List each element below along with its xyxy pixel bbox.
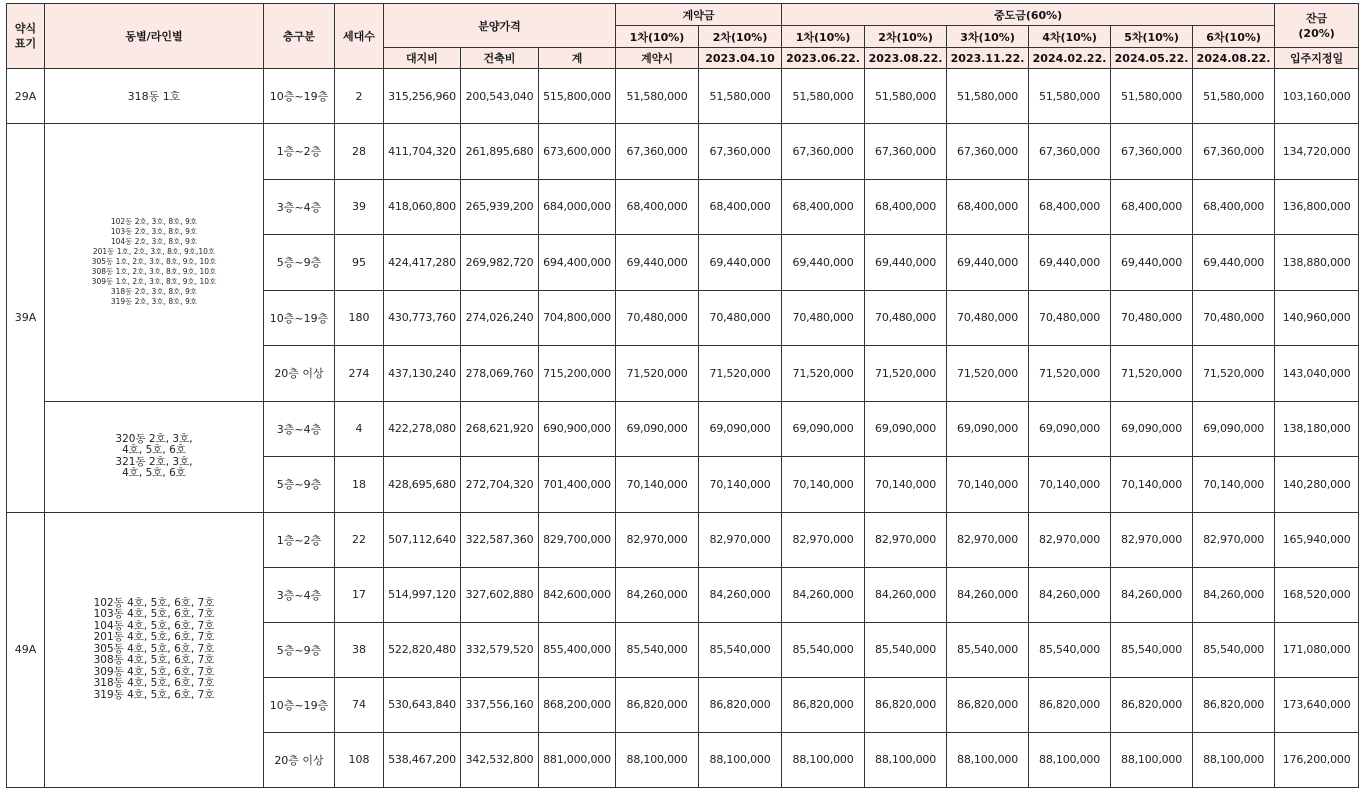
contract-1-amount: 51,580,000 <box>616 69 699 124</box>
balance-amount: 173,640,000 <box>1275 677 1359 732</box>
middle-2-amount: 68,400,000 <box>865 179 947 235</box>
middle-6-amount: 71,520,000 <box>1193 346 1275 402</box>
middle-4-amount: 69,090,000 <box>1029 401 1111 457</box>
header-middle-6: 6차(10%) <box>1193 26 1275 48</box>
middle-2-amount: 70,140,000 <box>865 457 947 513</box>
type-code: 29A <box>7 69 45 124</box>
building-price: 261,895,680 <box>461 124 539 180</box>
header-dong: 동별/라인별 <box>45 4 264 69</box>
contract-1-amount: 88,100,000 <box>616 732 699 787</box>
contract-1-amount: 67,360,000 <box>616 124 699 180</box>
land-price: 424,417,280 <box>384 235 461 291</box>
middle-4-amount: 84,260,000 <box>1029 567 1111 622</box>
header-contract-2: 2차(10%) <box>699 26 782 48</box>
middle-2-amount: 85,540,000 <box>865 622 947 677</box>
middle-5-amount: 85,540,000 <box>1111 622 1193 677</box>
total-price: 881,000,000 <box>539 732 616 787</box>
contract-1-amount: 85,540,000 <box>616 622 699 677</box>
floor-range: 3층~4층 <box>264 401 335 457</box>
balance-amount: 140,280,000 <box>1275 457 1359 513</box>
floor-range: 3층~4층 <box>264 567 335 622</box>
payment-schedule <box>6 3 1359 788</box>
contract-2-amount: 71,520,000 <box>699 346 782 402</box>
header-middle-1: 1차(10%) <box>782 26 865 48</box>
land-price: 430,773,760 <box>384 290 461 346</box>
middle-6-amount: 69,090,000 <box>1193 401 1275 457</box>
unit-count: 38 <box>335 622 384 677</box>
land-price: 522,820,480 <box>384 622 461 677</box>
header-type: 약식 표기 <box>7 4 45 69</box>
header-balance: 잔금 (20%) <box>1275 4 1359 48</box>
header-middle-2-date: 2023.08.22. <box>865 48 947 69</box>
middle-2-amount: 86,820,000 <box>865 677 947 732</box>
middle-2-amount: 82,970,000 <box>865 512 947 567</box>
building-price: 268,621,920 <box>461 401 539 457</box>
building-price: 200,543,040 <box>461 69 539 124</box>
contract-1-amount: 68,400,000 <box>616 179 699 235</box>
middle-1-amount: 70,480,000 <box>782 290 865 346</box>
balance-amount: 138,180,000 <box>1275 401 1359 457</box>
floor-range: 5층~9층 <box>264 457 335 513</box>
contract-2-amount: 84,260,000 <box>699 567 782 622</box>
total-price: 515,800,000 <box>539 69 616 124</box>
total-price: 690,900,000 <box>539 401 616 457</box>
header-total: 계 <box>539 48 616 69</box>
middle-3-amount: 67,360,000 <box>947 124 1029 180</box>
middle-6-amount: 88,100,000 <box>1193 732 1275 787</box>
middle-1-amount: 67,360,000 <box>782 124 865 180</box>
middle-4-amount: 86,820,000 <box>1029 677 1111 732</box>
middle-5-amount: 68,400,000 <box>1111 179 1193 235</box>
header-contract: 계약금 <box>616 4 782 26</box>
middle-5-amount: 70,140,000 <box>1111 457 1193 513</box>
header-middle-6-date: 2024.08.22. <box>1193 48 1275 69</box>
contract-1-amount: 71,520,000 <box>616 346 699 402</box>
contract-1-amount: 69,440,000 <box>616 235 699 291</box>
contract-2-amount: 88,100,000 <box>699 732 782 787</box>
middle-6-amount: 70,480,000 <box>1193 290 1275 346</box>
contract-1-amount: 70,140,000 <box>616 457 699 513</box>
contract-1-amount: 86,820,000 <box>616 677 699 732</box>
middle-5-amount: 71,520,000 <box>1111 346 1193 402</box>
floor-range: 20층 이상 <box>264 346 335 402</box>
total-price: 704,800,000 <box>539 290 616 346</box>
contract-2-amount: 67,360,000 <box>699 124 782 180</box>
middle-6-amount: 82,970,000 <box>1193 512 1275 567</box>
middle-1-amount: 85,540,000 <box>782 622 865 677</box>
middle-1-amount: 86,820,000 <box>782 677 865 732</box>
floor-range: 1층~2층 <box>264 124 335 180</box>
unit-count: 28 <box>335 124 384 180</box>
middle-3-amount: 84,260,000 <box>947 567 1029 622</box>
land-price: 530,643,840 <box>384 677 461 732</box>
middle-2-amount: 88,100,000 <box>865 732 947 787</box>
middle-4-amount: 51,580,000 <box>1029 69 1111 124</box>
header-price: 분양가격 <box>384 4 616 48</box>
building-price: 322,587,360 <box>461 512 539 567</box>
middle-3-amount: 71,520,000 <box>947 346 1029 402</box>
dong-lines: 102동 4호, 5호, 6호, 7호 103동 4호, 5호, 6호, 7호 104동 4호, 5호, 6호, 7호 201동 4호, 5호, 6호, 7호 305동 4호, 5호, 6호, 7호 308동 4호, 5호, 6호, 7호 309동 4호, 5호, 6호, 7호 318동 4호, 5호, 6호, 7호 319동 4호, 5호, 6호, 7호 <box>45 512 264 787</box>
building-price: 327,602,880 <box>461 567 539 622</box>
floor-range: 10층~19층 <box>264 677 335 732</box>
building-price: 337,556,160 <box>461 677 539 732</box>
floor-range: 5층~9층 <box>264 235 335 291</box>
unit-count: 108 <box>335 732 384 787</box>
balance-amount: 140,960,000 <box>1275 290 1359 346</box>
table-row <box>7 512 1359 567</box>
middle-6-amount: 85,540,000 <box>1193 622 1275 677</box>
header-middle-4: 4차(10%) <box>1029 26 1111 48</box>
middle-4-amount: 71,520,000 <box>1029 346 1111 402</box>
middle-2-amount: 67,360,000 <box>865 124 947 180</box>
middle-3-amount: 82,970,000 <box>947 512 1029 567</box>
header-balance-date: 입주지정일 <box>1275 48 1359 69</box>
unit-count: 39 <box>335 179 384 235</box>
middle-5-amount: 69,090,000 <box>1111 401 1193 457</box>
unit-count: 18 <box>335 457 384 513</box>
unit-count: 17 <box>335 567 384 622</box>
unit-count: 4 <box>335 401 384 457</box>
balance-amount: 176,200,000 <box>1275 732 1359 787</box>
building-price: 269,982,720 <box>461 235 539 291</box>
middle-4-amount: 70,140,000 <box>1029 457 1111 513</box>
middle-5-amount: 70,480,000 <box>1111 290 1193 346</box>
middle-5-amount: 67,360,000 <box>1111 124 1193 180</box>
floor-range: 3층~4층 <box>264 179 335 235</box>
type-code: 49A <box>7 512 45 787</box>
middle-4-amount: 70,480,000 <box>1029 290 1111 346</box>
middle-1-amount: 69,440,000 <box>782 235 865 291</box>
total-price: 842,600,000 <box>539 567 616 622</box>
header-middle-5-date: 2024.05.22. <box>1111 48 1193 69</box>
header-contract-1: 1차(10%) <box>616 26 699 48</box>
middle-1-amount: 84,260,000 <box>782 567 865 622</box>
header-units: 세대수 <box>335 4 384 69</box>
middle-5-amount: 86,820,000 <box>1111 677 1193 732</box>
land-price: 422,278,080 <box>384 401 461 457</box>
contract-2-amount: 85,540,000 <box>699 622 782 677</box>
middle-5-amount: 82,970,000 <box>1111 512 1193 567</box>
middle-1-amount: 71,520,000 <box>782 346 865 402</box>
contract-1-amount: 82,970,000 <box>616 512 699 567</box>
land-price: 428,695,680 <box>384 457 461 513</box>
middle-3-amount: 86,820,000 <box>947 677 1029 732</box>
dong-lines: 318동 1호 <box>45 69 264 124</box>
middle-6-amount: 69,440,000 <box>1193 235 1275 291</box>
middle-5-amount: 51,580,000 <box>1111 69 1193 124</box>
middle-2-amount: 69,090,000 <box>865 401 947 457</box>
middle-4-amount: 88,100,000 <box>1029 732 1111 787</box>
price-table <box>6 3 1359 788</box>
unit-count: 22 <box>335 512 384 567</box>
total-price: 701,400,000 <box>539 457 616 513</box>
middle-1-amount: 88,100,000 <box>782 732 865 787</box>
header-middle-3: 3차(10%) <box>947 26 1029 48</box>
middle-3-amount: 68,400,000 <box>947 179 1029 235</box>
total-price: 694,400,000 <box>539 235 616 291</box>
land-price: 507,112,640 <box>384 512 461 567</box>
contract-2-amount: 82,970,000 <box>699 512 782 567</box>
middle-2-amount: 71,520,000 <box>865 346 947 402</box>
middle-4-amount: 69,440,000 <box>1029 235 1111 291</box>
land-price: 418,060,800 <box>384 179 461 235</box>
type-code: 39A <box>7 124 45 513</box>
contract-2-amount: 69,090,000 <box>699 401 782 457</box>
unit-count: 274 <box>335 346 384 402</box>
middle-4-amount: 68,400,000 <box>1029 179 1111 235</box>
total-price: 673,600,000 <box>539 124 616 180</box>
building-price: 278,069,760 <box>461 346 539 402</box>
middle-5-amount: 84,260,000 <box>1111 567 1193 622</box>
balance-amount: 136,800,000 <box>1275 179 1359 235</box>
middle-1-amount: 51,580,000 <box>782 69 865 124</box>
land-price: 411,704,320 <box>384 124 461 180</box>
balance-amount: 171,080,000 <box>1275 622 1359 677</box>
building-price: 342,532,800 <box>461 732 539 787</box>
unit-count: 74 <box>335 677 384 732</box>
table-row <box>7 124 1359 180</box>
middle-6-amount: 86,820,000 <box>1193 677 1275 732</box>
balance-amount: 103,160,000 <box>1275 69 1359 124</box>
middle-1-amount: 82,970,000 <box>782 512 865 567</box>
contract-1-amount: 70,480,000 <box>616 290 699 346</box>
total-price: 868,200,000 <box>539 677 616 732</box>
middle-4-amount: 85,540,000 <box>1029 622 1111 677</box>
middle-6-amount: 51,580,000 <box>1193 69 1275 124</box>
middle-3-amount: 85,540,000 <box>947 622 1029 677</box>
middle-1-amount: 70,140,000 <box>782 457 865 513</box>
table-row <box>7 69 1359 124</box>
balance-amount: 165,940,000 <box>1275 512 1359 567</box>
floor-range: 20층 이상 <box>264 732 335 787</box>
contract-2-amount: 51,580,000 <box>699 69 782 124</box>
middle-6-amount: 67,360,000 <box>1193 124 1275 180</box>
balance-amount: 134,720,000 <box>1275 124 1359 180</box>
contract-2-amount: 68,400,000 <box>699 179 782 235</box>
middle-6-amount: 68,400,000 <box>1193 179 1275 235</box>
building-price: 265,939,200 <box>461 179 539 235</box>
middle-2-amount: 70,480,000 <box>865 290 947 346</box>
middle-3-amount: 70,140,000 <box>947 457 1029 513</box>
middle-2-amount: 69,440,000 <box>865 235 947 291</box>
contract-2-amount: 69,440,000 <box>699 235 782 291</box>
building-price: 274,026,240 <box>461 290 539 346</box>
header-middle-2: 2차(10%) <box>865 26 947 48</box>
table-row <box>7 401 1359 457</box>
balance-amount: 168,520,000 <box>1275 567 1359 622</box>
middle-3-amount: 51,580,000 <box>947 69 1029 124</box>
middle-3-amount: 69,090,000 <box>947 401 1029 457</box>
middle-1-amount: 69,090,000 <box>782 401 865 457</box>
land-price: 538,467,200 <box>384 732 461 787</box>
contract-1-amount: 84,260,000 <box>616 567 699 622</box>
total-price: 684,000,000 <box>539 179 616 235</box>
balance-amount: 143,040,000 <box>1275 346 1359 402</box>
contract-2-amount: 86,820,000 <box>699 677 782 732</box>
middle-3-amount: 70,480,000 <box>947 290 1029 346</box>
header-middle-3-date: 2023.11.22. <box>947 48 1029 69</box>
middle-2-amount: 51,580,000 <box>865 69 947 124</box>
dong-lines: 320동 2호, 3호, 4호, 5호, 6호 321동 2호, 3호, 4호, 5호, 6호 <box>45 401 264 512</box>
middle-4-amount: 67,360,000 <box>1029 124 1111 180</box>
total-price: 855,400,000 <box>539 622 616 677</box>
middle-5-amount: 88,100,000 <box>1111 732 1193 787</box>
unit-count: 180 <box>335 290 384 346</box>
header-middle-4-date: 2024.02.22. <box>1029 48 1111 69</box>
middle-3-amount: 88,100,000 <box>947 732 1029 787</box>
balance-amount: 138,880,000 <box>1275 235 1359 291</box>
header-middle-5: 5차(10%) <box>1111 26 1193 48</box>
middle-1-amount: 68,400,000 <box>782 179 865 235</box>
building-price: 332,579,520 <box>461 622 539 677</box>
dong-lines: 102동 2호, 3호, 8호, 9호 103동 2호, 3호, 8호, 9호 104동 2호, 3호, 8호, 9호 201동 1호, 2호, 3호, 8호, 9호,10호 305동 1호, 2호, 3호, 8호, 9호, 10호 308동 1호, 2호, 3호, 8호, 9호, 10호 309동 1호, 2호, 3호, 8호, 9호, 10호 318동 2호, 3호, 8호, 9호 319동 2호, 3호, 8호, 9호 <box>45 124 264 402</box>
middle-3-amount: 69,440,000 <box>947 235 1029 291</box>
middle-2-amount: 84,260,000 <box>865 567 947 622</box>
header-contract-1-date: 계약시 <box>616 48 699 69</box>
total-price: 829,700,000 <box>539 512 616 567</box>
building-price: 272,704,320 <box>461 457 539 513</box>
unit-count: 2 <box>335 69 384 124</box>
land-price: 437,130,240 <box>384 346 461 402</box>
middle-6-amount: 70,140,000 <box>1193 457 1275 513</box>
middle-5-amount: 69,440,000 <box>1111 235 1193 291</box>
middle-4-amount: 82,970,000 <box>1029 512 1111 567</box>
header-floor: 층구분 <box>264 4 335 69</box>
contract-2-amount: 70,140,000 <box>699 457 782 513</box>
floor-range: 10층~19층 <box>264 290 335 346</box>
unit-count: 95 <box>335 235 384 291</box>
floor-range: 1층~2층 <box>264 512 335 567</box>
floor-range: 10층~19층 <box>264 69 335 124</box>
header-contract-2-date: 2023.04.10 <box>699 48 782 69</box>
header-land: 대지비 <box>384 48 461 69</box>
floor-range: 5층~9층 <box>264 622 335 677</box>
contract-2-amount: 70,480,000 <box>699 290 782 346</box>
middle-6-amount: 84,260,000 <box>1193 567 1275 622</box>
header-building: 건축비 <box>461 48 539 69</box>
land-price: 315,256,960 <box>384 69 461 124</box>
contract-1-amount: 69,090,000 <box>616 401 699 457</box>
header-middle: 중도금(60%) <box>782 4 1275 26</box>
land-price: 514,997,120 <box>384 567 461 622</box>
total-price: 715,200,000 <box>539 346 616 402</box>
header-middle-1-date: 2023.06.22. <box>782 48 865 69</box>
